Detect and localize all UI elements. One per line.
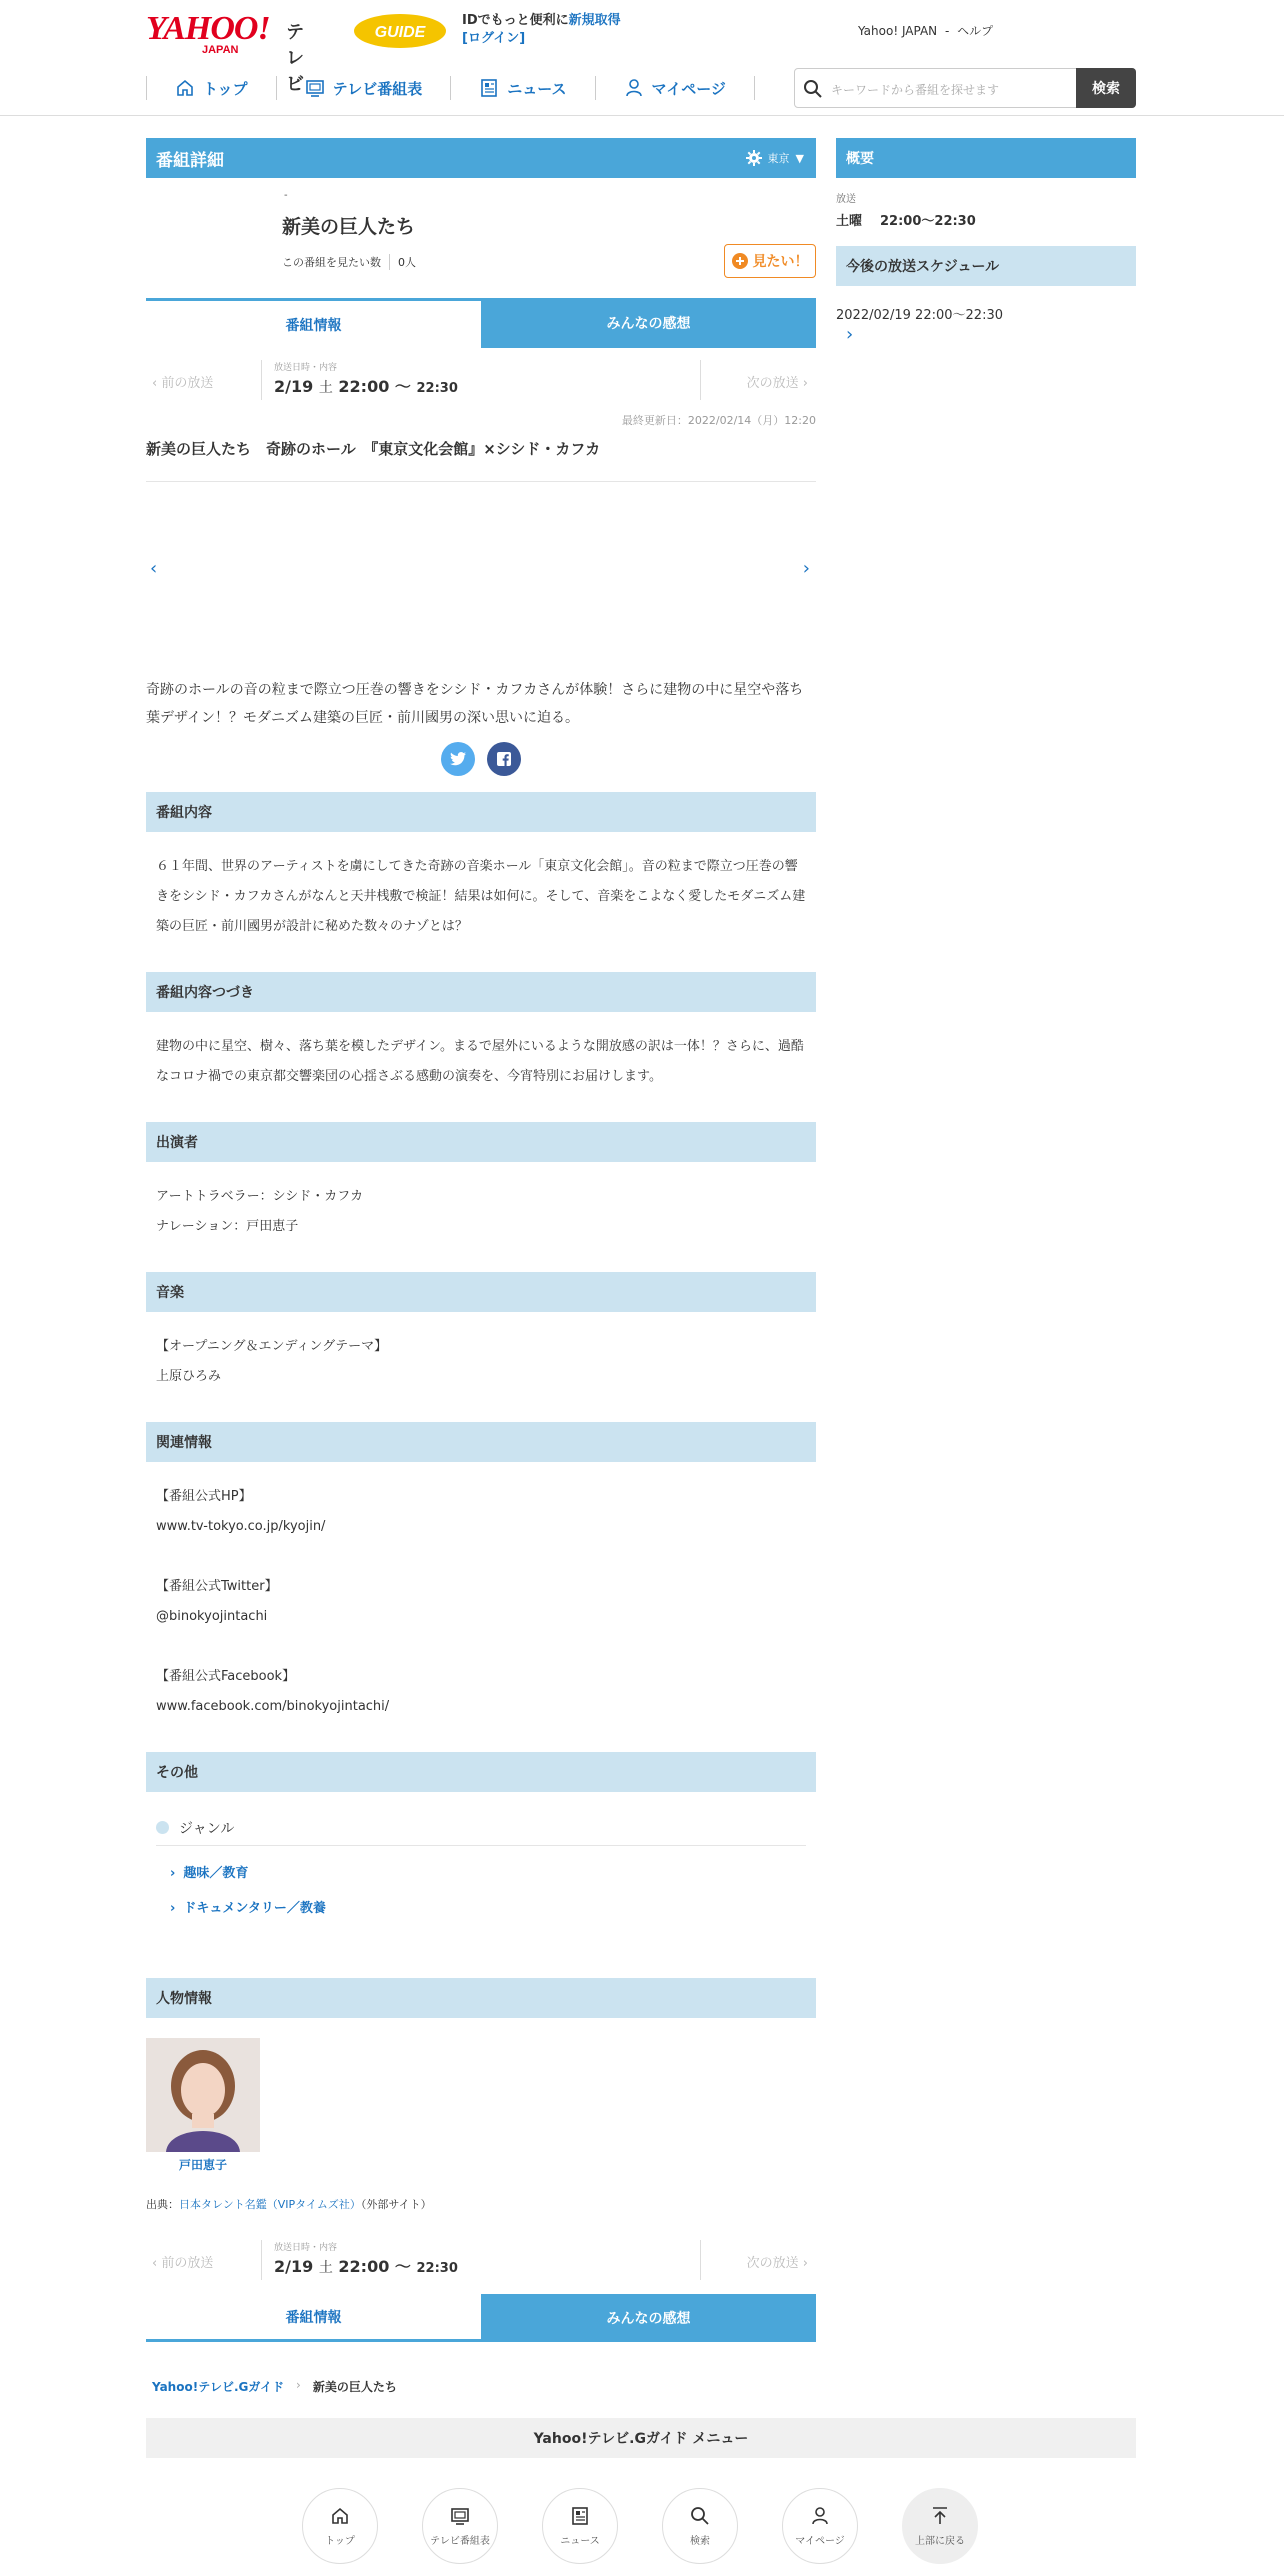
- related-twitter-handle: @binokyojintachi: [156, 1609, 268, 1624]
- related-section-header: 関連情報: [146, 1422, 816, 1462]
- footer-nav-mypage[interactable]: [782, 2488, 858, 2564]
- id-promo-text: IDでもっと便利に: [462, 13, 569, 28]
- global-header: [0, 0, 1284, 116]
- air-end: 22:30: [416, 381, 458, 396]
- air-datetime: [274, 2254, 458, 2277]
- content-cont-section-header: 番組内容つづき: [146, 972, 816, 1012]
- program-detail-header: [146, 138, 816, 178]
- footer-nav-label: 上部に戻る: [915, 2535, 965, 2547]
- air-end: 22:30: [416, 2261, 458, 2276]
- want-count-label: この番組を見たい数: [282, 256, 381, 269]
- yahoo-japan-link[interactable]: Yahoo! JAPAN: [858, 24, 938, 38]
- image-carousel: [146, 490, 816, 650]
- broadcast-info: [836, 210, 976, 229]
- air-label: 放送日時・内容: [274, 363, 338, 373]
- person-portrait: [146, 2038, 260, 2152]
- footer-nav-top[interactable]: [302, 2488, 378, 2564]
- divider: [700, 2240, 701, 2280]
- nav-news[interactable]: [450, 76, 594, 100]
- news-icon: [479, 78, 499, 98]
- user-icon: [810, 2506, 830, 2526]
- nav-top-label: トップ: [203, 79, 248, 98]
- air-date: 2/19: [274, 377, 314, 396]
- arrow-up-icon: [930, 2506, 950, 2526]
- divider: [261, 360, 262, 400]
- overview-header: 概要: [836, 138, 1136, 178]
- want-count-value: 0人: [389, 254, 416, 270]
- cast-line: アートトラベラー：シシド・カフカ: [156, 1189, 364, 1204]
- content-text: ６１年間、世界のアーティストを虜にしてきた奇跡の音楽ホール「東京文化会館」。音の粒まで際立つ圧巻の響きをシシド・カフカさんがなんと天井桟敷で検証！結果は如何に。そして、音楽をこよなく愛したモダニズム建築の巨匠・前川國男が設計に秘めた数々のナゾとは？: [156, 859, 806, 934]
- want-count: [282, 254, 416, 270]
- footer-menu-title: Yahoo!テレビ.Gガイド メニュー: [146, 2418, 1136, 2458]
- music-line: 【オープニング＆エンディングテーマ】: [156, 1339, 388, 1354]
- breadcrumb: [152, 2378, 397, 2395]
- footer-nav-label: 検索: [690, 2535, 710, 2547]
- tab-program-info-bottom[interactable]: 番組情報: [146, 2294, 481, 2342]
- region-label: 東京: [767, 152, 790, 165]
- tv-icon: [305, 78, 325, 98]
- related-line: 【番組公式Twitter】: [156, 1579, 278, 1594]
- other-section-header: その他: [146, 1752, 816, 1792]
- tool-links: Yahoo! JAPAN - ヘルプ: [858, 24, 994, 38]
- cast-section-header: 出演者: [146, 1122, 816, 1162]
- home-icon: [175, 78, 195, 98]
- search-input[interactable]: キーワードから番組を探せます: [831, 83, 1000, 97]
- schedule-header: 今後の放送スケジュール: [836, 246, 1136, 286]
- login-link[interactable]: [ログイン]: [462, 31, 526, 46]
- nav-top[interactable]: [146, 76, 276, 100]
- chevron-down-icon: ▼: [795, 151, 804, 165]
- prev-label: 前の放送: [161, 376, 214, 391]
- related-facebook-url: www.facebook.com/binokyojintachi/: [156, 1699, 390, 1714]
- search-button[interactable]: 検索: [1076, 68, 1136, 108]
- facebook-icon: [497, 752, 511, 766]
- air-tilde: 〜: [394, 2257, 411, 2276]
- source-prefix: 出典：: [146, 2198, 179, 2211]
- prev-broadcast-link[interactable]: ‹ 前の放送: [152, 2256, 214, 2271]
- cast-line: ナレーション：戸田恵子: [156, 1219, 299, 1234]
- broadcast-label: 放送: [836, 194, 856, 205]
- search-box: [794, 68, 1136, 108]
- plus-circle-icon: [732, 253, 748, 269]
- person-section-header: 人物情報: [146, 1978, 816, 2018]
- cast-list: [156, 1182, 806, 1242]
- gguide-text: GUIDE: [374, 24, 426, 41]
- breadcrumb-current: 新美の巨人たち: [312, 2380, 397, 2394]
- global-nav: [146, 68, 755, 108]
- help-link[interactable]: ヘルプ: [957, 24, 994, 38]
- divider: [700, 360, 701, 400]
- air-day: 土: [318, 2260, 333, 2276]
- next-broadcast-link[interactable]: 次の放送 ›: [746, 2256, 808, 2271]
- footer-nav-label: マイページ: [795, 2535, 845, 2547]
- want-to-watch-button[interactable]: [724, 244, 816, 278]
- chevron-left-icon[interactable]: ‹: [150, 558, 158, 579]
- genre-link-label: ドキュメンタリー／教養: [183, 1901, 326, 1916]
- gear-icon: [746, 150, 762, 166]
- tab-program-info[interactable]: 番組情報: [146, 298, 481, 348]
- content-cont-text: 建物の中に星空、樹々、落ち葉を模したデザイン。まるで屋外にいるような開放感の訳は一体！？さらに、過酷なコロナ禍での東京都交響楽団の心揺さぶる感動の演奏を、今宵特別にお届けします。: [156, 1039, 804, 1084]
- music-section-header: 音楽: [146, 1272, 816, 1312]
- episode-title: 新美の巨人たち 奇跡のホール 『東京文化会館』×シシド・カフカ: [146, 438, 816, 482]
- tab-impressions[interactable]: みんなの感想: [481, 298, 816, 348]
- last-updated: 最終更新日：2022/02/14（月）12:20: [621, 414, 816, 427]
- air-start: 22:00: [338, 2257, 390, 2276]
- source-link[interactable]: 日本タレント名鑑（VIPタイムズ社）: [179, 2198, 361, 2211]
- source-suffix: （外部サイト）: [360, 2198, 432, 2211]
- chevron-right-icon: ›: [296, 2378, 301, 2392]
- schedule-item: 2022/02/19 22:00～22:30: [836, 308, 1003, 323]
- related-line: 【番組公式Facebook】: [156, 1669, 296, 1684]
- search-icon: [803, 79, 823, 99]
- footer-nav-label: ニュース: [560, 2535, 600, 2547]
- content-section-header: 番組内容: [146, 792, 816, 832]
- search-icon: [690, 2506, 710, 2526]
- nav-tv-schedule[interactable]: [276, 76, 451, 100]
- gguide-logo[interactable]: [352, 12, 448, 50]
- related-hp-url: www.tv-tokyo.co.jp/kyojin/: [156, 1519, 326, 1534]
- program-title: 新美の巨人たち: [282, 216, 416, 238]
- home-icon: [330, 2506, 350, 2526]
- footer-nav-search[interactable]: [662, 2488, 738, 2564]
- bullet-icon: [156, 1821, 169, 1834]
- genre-label: ジャンル: [179, 1820, 235, 1837]
- person-name-link[interactable]: 戸田恵子: [178, 2158, 227, 2172]
- person-photo[interactable]: [146, 2038, 260, 2152]
- nav-mypage-label: マイページ: [651, 79, 726, 98]
- signup-link[interactable]: 新規取得: [568, 13, 621, 28]
- broadcast-nav: [146, 360, 816, 404]
- want-button-label: 見たい！: [752, 254, 809, 270]
- footer-nav-news[interactable]: [542, 2488, 618, 2564]
- next-broadcast-link[interactable]: 次の放送 ›: [746, 376, 808, 391]
- footer-nav-label: テレビ番組表: [430, 2535, 490, 2547]
- music-list: [156, 1332, 806, 1392]
- nav-tv-schedule-label: テレビ番組表: [332, 79, 423, 98]
- breadcrumb-home-link[interactable]: Yahoo!テレビ.Gガイド: [152, 2380, 284, 2394]
- next-label: 次の放送: [746, 2256, 799, 2271]
- air-datetime: [274, 374, 458, 397]
- broadcast-day: 土曜: [836, 214, 863, 229]
- genre-row: [156, 1810, 806, 1846]
- logo-yahoo-text: YAHOO!: [146, 10, 270, 47]
- id-promo: [462, 12, 621, 48]
- region-selector[interactable]: [746, 150, 804, 166]
- genre-link-hobby[interactable]: [170, 1862, 248, 1881]
- music-line: 上原ひろみ: [156, 1369, 222, 1384]
- air-date: 2/19: [274, 2257, 314, 2276]
- prev-label: 前の放送: [161, 2256, 214, 2271]
- footer-nav-label: トップ: [325, 2535, 355, 2547]
- divider: [261, 2240, 262, 2280]
- air-tilde: 〜: [394, 377, 411, 396]
- related-list: [156, 1482, 806, 1722]
- program-summary: 奇跡のホールの音の粒まで際立つ圧巻の響きをシシド・カフカさんが体験！さらに建物の中に星空や落ち葉デザイン！？モダニズム建築の巨匠・前川國男の深い思いに迫る。: [146, 682, 804, 726]
- tv-icon: [450, 2506, 470, 2526]
- nav-mypage[interactable]: [595, 76, 755, 100]
- air-start: 22:00: [338, 377, 390, 396]
- footer-nav-back-to-top[interactable]: [902, 2488, 978, 2564]
- air-label: 放送日時・内容: [274, 2243, 338, 2253]
- broadcast-time: 22:00～22:30: [880, 214, 976, 229]
- channel-name: -: [284, 190, 288, 201]
- chevron-right-icon: ›: [170, 1866, 176, 1881]
- twitter-icon: [450, 752, 466, 766]
- news-icon: [570, 2506, 590, 2526]
- genre-link-documentary[interactable]: [170, 1897, 326, 1916]
- facebook-share-button[interactable]: [487, 742, 521, 776]
- chevron-right-icon[interactable]: ›: [802, 558, 810, 579]
- chevron-right-icon[interactable]: ›: [846, 324, 854, 345]
- section-title: 番組詳細: [156, 150, 224, 171]
- user-icon: [624, 78, 644, 98]
- next-label: 次の放送: [746, 376, 799, 391]
- genre-link-label: 趣味／教育: [183, 1866, 249, 1881]
- footer-nav-tv-schedule[interactable]: [422, 2488, 498, 2564]
- prev-broadcast-link[interactable]: ‹ 前の放送: [152, 376, 214, 391]
- tab-impressions-bottom[interactable]: みんなの感想: [481, 2294, 816, 2342]
- air-day: 土: [318, 380, 333, 396]
- source-credit: [146, 2196, 432, 2212]
- logo-tv-text: テレビ: [286, 22, 304, 95]
- related-line: 【番組公式HP】: [156, 1489, 252, 1504]
- chevron-right-icon: ›: [170, 1901, 176, 1916]
- broadcast-nav-bottom: [146, 2240, 816, 2284]
- logo-japan-text: JAPAN: [202, 44, 239, 56]
- twitter-share-button[interactable]: [441, 742, 475, 776]
- nav-news-label: ニュース: [507, 79, 567, 98]
